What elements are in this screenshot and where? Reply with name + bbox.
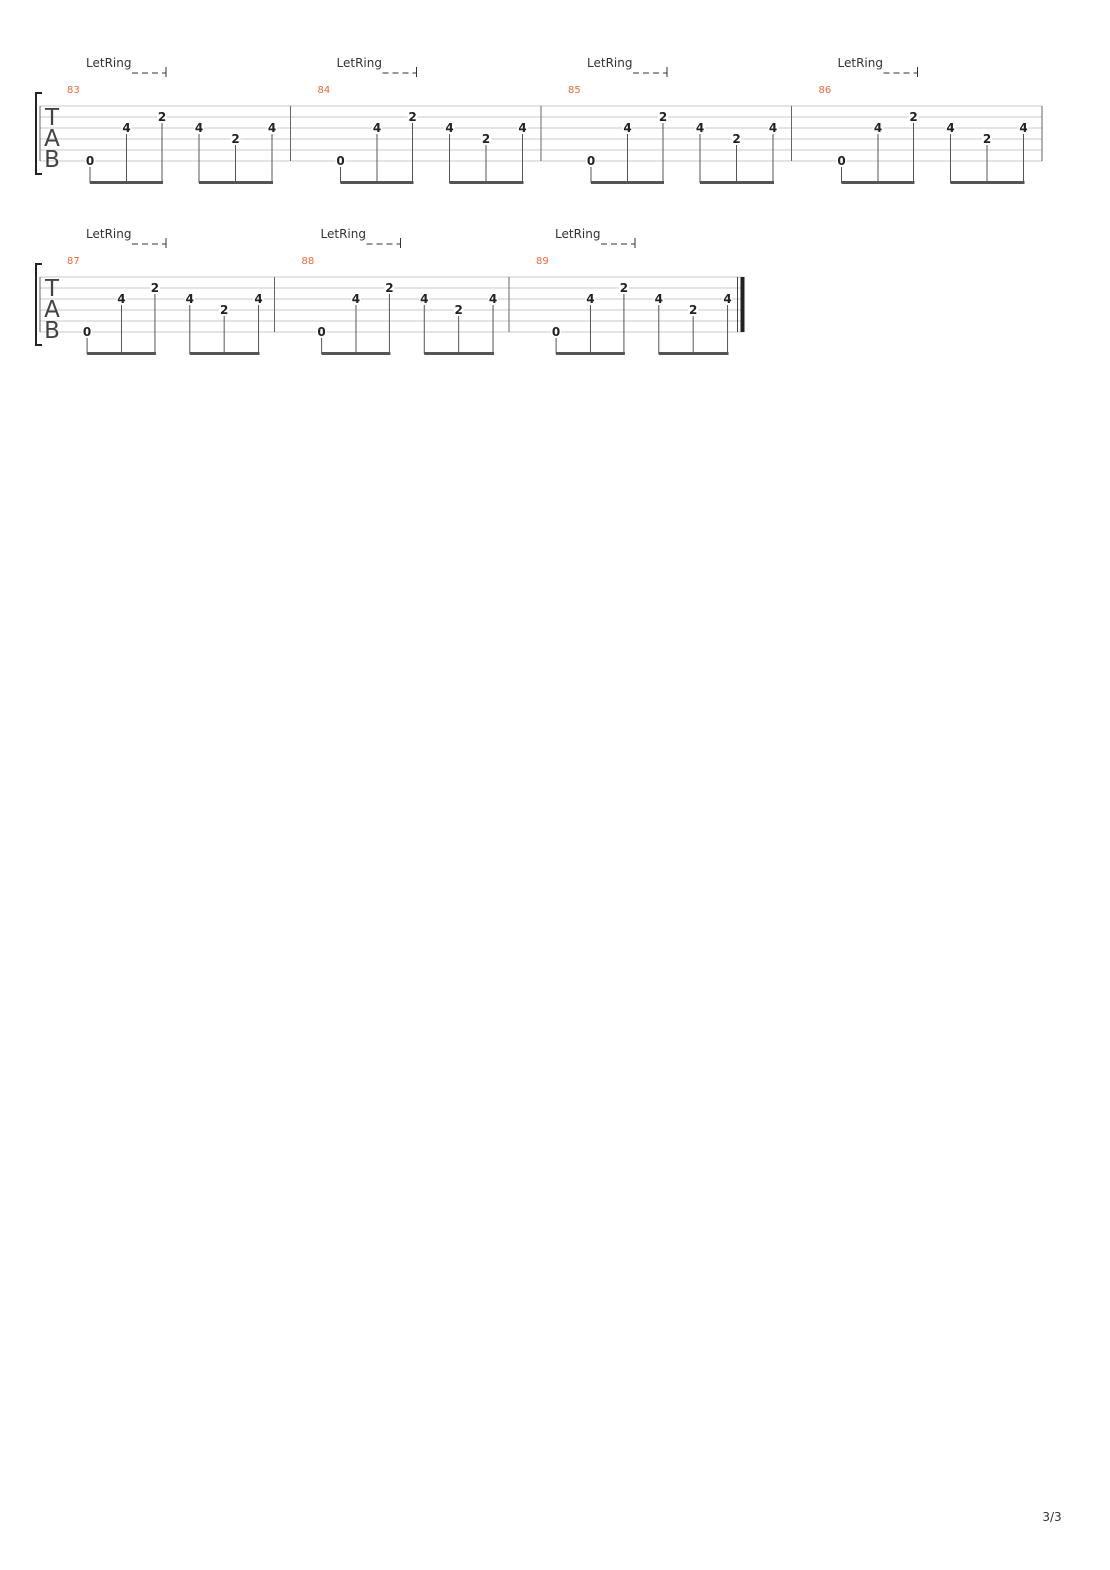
fret-number: 4 xyxy=(194,121,204,135)
fret-number: 2 xyxy=(408,110,417,124)
fret-number: 4 xyxy=(254,292,263,306)
fret-number: 2 xyxy=(481,132,491,146)
tab-clef-letter: B xyxy=(44,318,60,344)
fret-number: 2 xyxy=(619,281,629,295)
let-ring-label: LetRing xyxy=(320,227,366,241)
fret-number: 4 xyxy=(267,121,277,135)
fret-number: 4 xyxy=(586,292,595,306)
let-ring-label: LetRing xyxy=(837,56,883,70)
note-beam xyxy=(591,181,664,184)
fret-number: 0 xyxy=(837,154,846,168)
note-beam xyxy=(951,181,1025,184)
tab-clef-letter: B xyxy=(44,147,60,173)
measure-number: 86 xyxy=(818,85,832,96)
fret-number: 4 xyxy=(445,121,454,135)
fret-number: 4 xyxy=(623,121,632,135)
fret-number: 2 xyxy=(150,281,160,295)
fret-number: 4 xyxy=(351,292,361,306)
tab-svg xyxy=(0,0,1110,420)
system-bracket xyxy=(36,264,42,345)
tab-clef-letter: A xyxy=(44,297,60,323)
fret-number: 4 xyxy=(117,292,126,306)
fret-number: 4 xyxy=(372,121,382,135)
tab-clef-letter: T xyxy=(44,276,60,302)
fret-number: 2 xyxy=(385,281,394,295)
final-barline-thick xyxy=(741,277,745,332)
tablature-score xyxy=(0,0,1110,420)
note-beam xyxy=(700,181,774,184)
note-beam xyxy=(842,181,915,184)
note-beam xyxy=(87,352,156,355)
fret-number: 4 xyxy=(946,121,955,135)
fret-number: 4 xyxy=(122,121,131,135)
fret-number: 2 xyxy=(658,110,668,124)
fret-number: 4 xyxy=(695,121,705,135)
tab-clef-letter: A xyxy=(44,126,60,152)
fret-number: 4 xyxy=(420,292,429,306)
tab-system xyxy=(36,227,745,355)
fret-number: 4 xyxy=(488,292,498,306)
fret-number: 2 xyxy=(732,132,741,146)
fret-number: 4 xyxy=(723,292,732,306)
fret-number: 2 xyxy=(231,132,240,146)
fret-number: 0 xyxy=(317,325,326,339)
tab-clef-letter: T xyxy=(44,105,60,131)
let-ring-label: LetRing xyxy=(555,227,601,241)
measure-number: 85 xyxy=(568,85,581,96)
fret-number: 0 xyxy=(551,325,561,339)
note-beam xyxy=(556,352,625,355)
fret-number: 4 xyxy=(1019,121,1028,135)
fret-number: 0 xyxy=(336,154,345,168)
measure-number: 87 xyxy=(67,256,80,267)
fret-number: 4 xyxy=(185,292,194,306)
note-beam xyxy=(322,352,391,355)
fret-number: 4 xyxy=(873,121,883,135)
measure-number: 88 xyxy=(301,256,315,267)
fret-number: 0 xyxy=(85,154,95,168)
note-beam xyxy=(199,181,273,184)
let-ring-label: LetRing xyxy=(86,56,132,70)
note-beam xyxy=(424,352,494,355)
note-beam xyxy=(190,352,260,355)
fret-number: 2 xyxy=(688,303,698,317)
measure-number: 84 xyxy=(317,85,331,96)
fret-number: 2 xyxy=(157,110,167,124)
let-ring-label: LetRing xyxy=(86,227,132,241)
fret-number: 2 xyxy=(909,110,918,124)
note-beam xyxy=(450,181,524,184)
page-number: 3/3 xyxy=(1042,1510,1062,1524)
fret-number: 2 xyxy=(982,132,992,146)
fret-number: 0 xyxy=(586,154,596,168)
measure-number: 89 xyxy=(536,256,549,267)
tab-system xyxy=(36,56,1042,184)
measure-number: 83 xyxy=(67,85,80,96)
fret-number: 4 xyxy=(654,292,663,306)
note-beam xyxy=(659,352,729,355)
note-beam xyxy=(90,181,163,184)
fret-number: 2 xyxy=(454,303,463,317)
fret-number: 0 xyxy=(82,325,92,339)
let-ring-label: LetRing xyxy=(587,56,633,70)
let-ring-label: LetRing xyxy=(336,56,382,70)
fret-number: 2 xyxy=(219,303,229,317)
fret-number: 4 xyxy=(518,121,527,135)
fret-number: 4 xyxy=(768,121,778,135)
note-beam xyxy=(341,181,414,184)
system-bracket xyxy=(36,93,42,174)
